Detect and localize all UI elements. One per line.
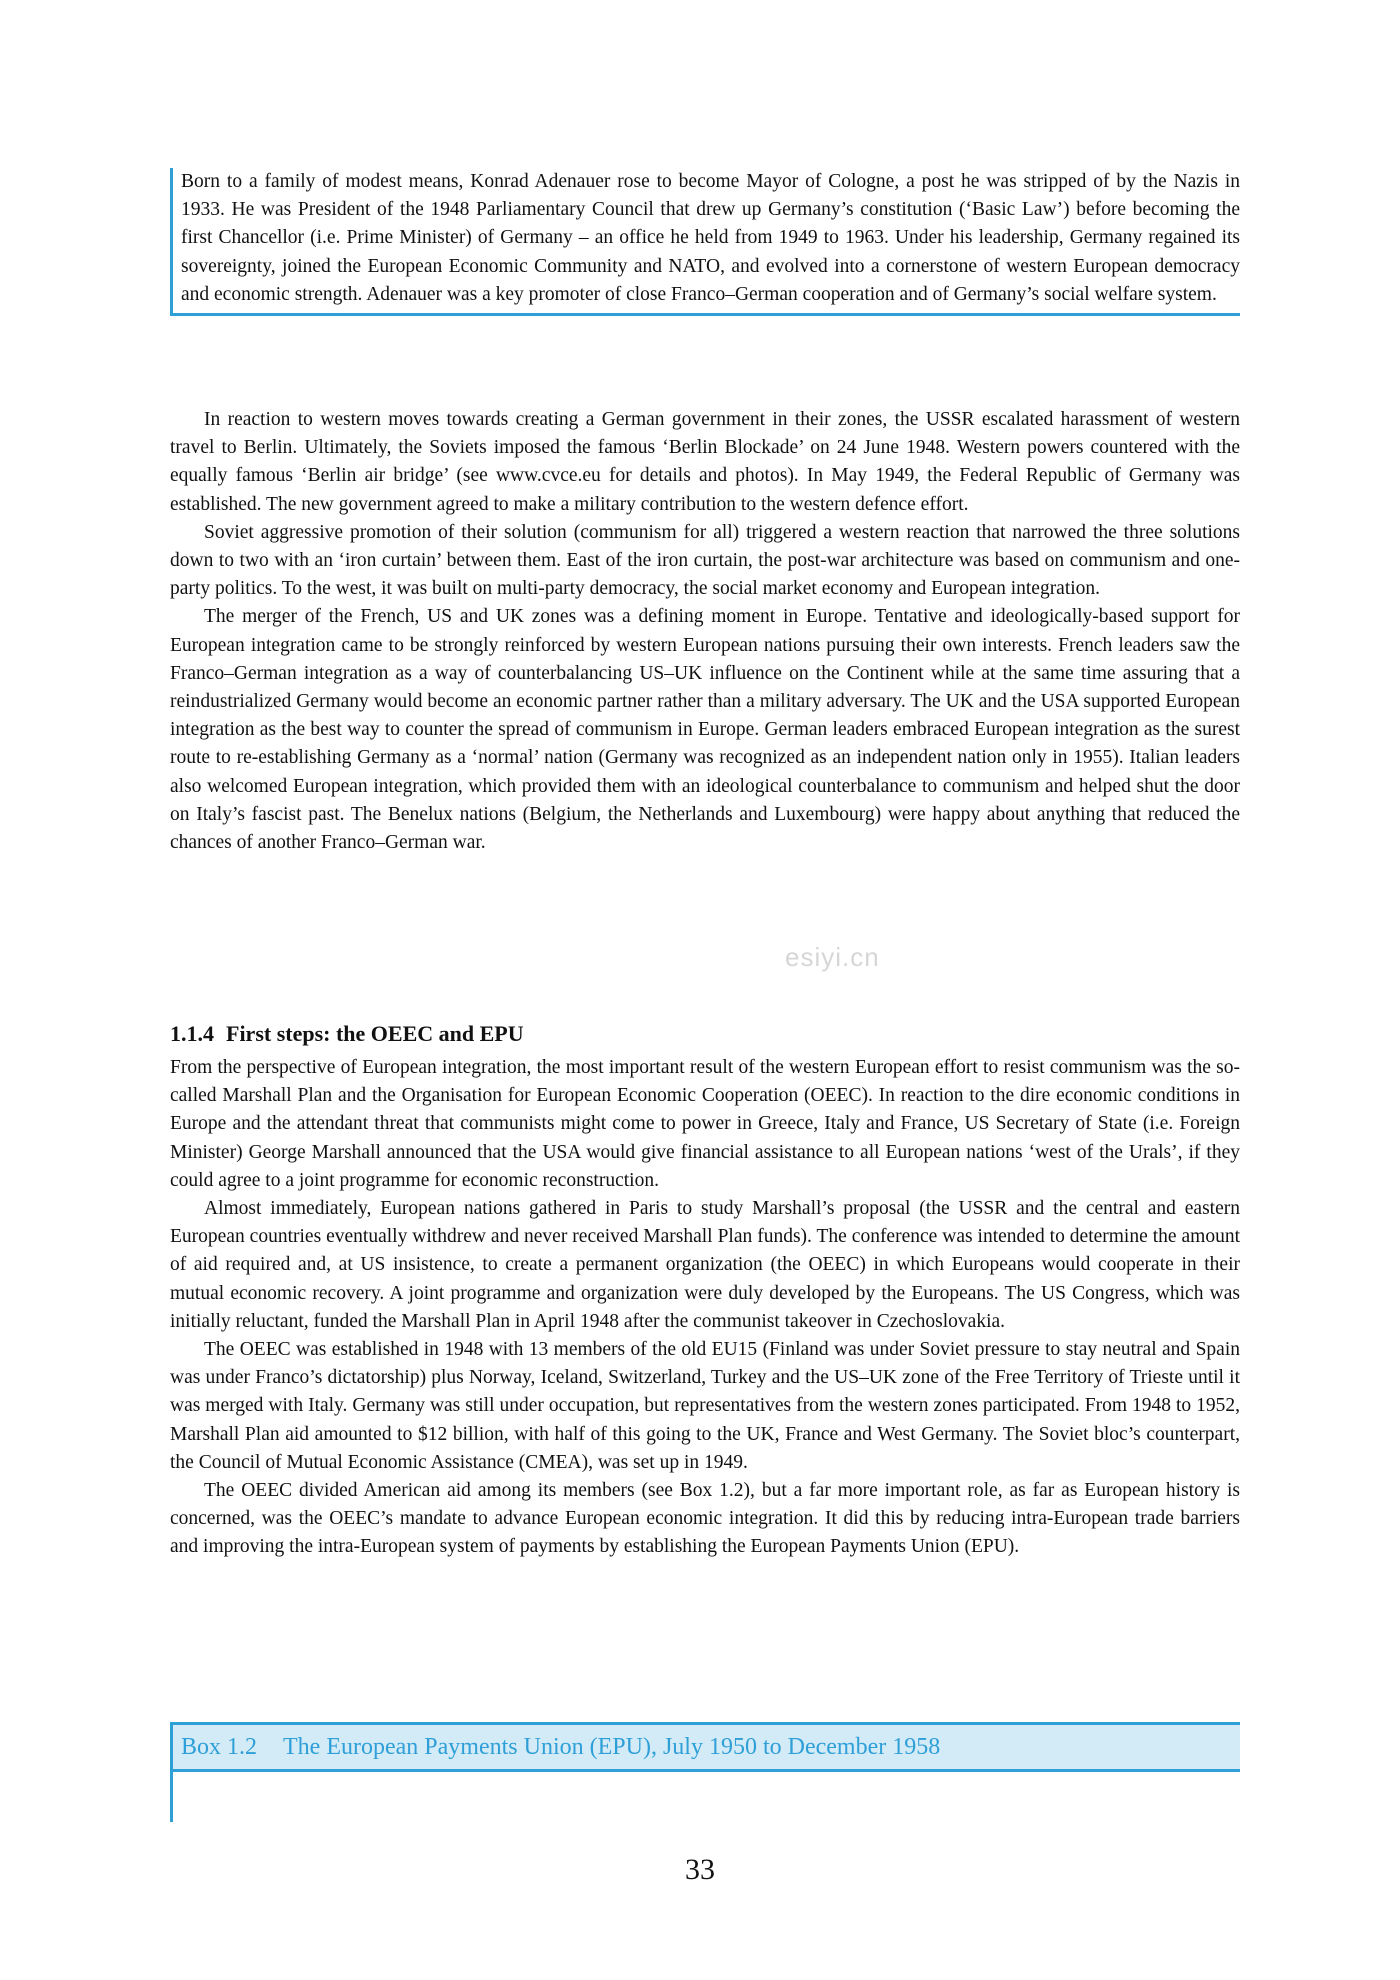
bio-box-text: Born to a family of modest means, Konrad Adenauer rose to become Mayor of Cologne, a post he was stripped of by the Nazis in 1933. He was President of the 1948 Parliamentary Council that drew up Germany’s constitution (‘Basic Law’) before becoming the first Chancellor (i.e. Prime Minister) of Germany – an office he held from 1949 to 1963. Under his leadership, Germany regained its sovereignty, joined the European Economic Community and NATO, and evolved into a cornerstone of western European democracy and economic strength. Adenauer was a key promoter of close Franco–German cooperation and of Germany’s social welfare system. bbox=[181, 171, 1240, 305]
section-number: 1.1.4 bbox=[170, 1021, 214, 1046]
box-1-2 bbox=[170, 1722, 1240, 1822]
paragraph-oeec-role: The OEEC divided American aid among its members (see Box 1.2), but a far more important role, as far as European history is concerned, was the OEEC’s mandate to advance European economic integration. It did this by reducing intra-European trade barriers and improving the intra-European system of payments by establishing the European Payments Union (EPU). bbox=[170, 1480, 1240, 1558]
paragraph-paris-conference: Almost immediately, European nations gathered in Paris to study Marshall’s proposal (the USSR and the central and eastern European countries eventually withdrew and never received Marshall Plan funds). The conference was intended to determine the amount of aid required and, at US insistence, to create a permanent organization (the OEEC) in which Europeans would cooperate in their mutual economic recovery. A joint programme and organization were duly developed by the Europeans. The US Congress, which was initially reluctant, funded the Marshall Plan in April 1948 after the communist takeover in Czechoslovakia. bbox=[170, 1198, 1240, 1332]
box-1-2-header bbox=[173, 1722, 1240, 1772]
body-text-block-2 bbox=[170, 1054, 1240, 1562]
watermark: esiyi.cn bbox=[785, 942, 880, 972]
paragraph-marshall-plan: From the perspective of European integration, the most important result of the western European effort to resist communism was the so-called Marshall Plan and the Organisation for European Economic Cooperation (OEEC). In reaction to the dire economic conditions in Europe and the attendant threat that communists might come to power in Greece, Italy and France, US Secretary of State (i.e. Foreign Minister) George Marshall announced that the USA would give financial assistance to all European nations ‘west of the Urals’, if they could agree to a joint programme for economic reconstruction. bbox=[170, 1057, 1240, 1191]
body-text-block-1 bbox=[170, 406, 1240, 857]
box-label: Box 1.2 bbox=[181, 1734, 258, 1760]
paragraph-zone-merger: The merger of the French, US and UK zones was a defining moment in Europe. Tentative and ideologically-based support for European integration came to be strongly reinforced by western European nations pursuing their own interests. French leaders saw the Franco–German integration as a way of counterbalancing US–UK influence on the Continent while at the same time assuring that a reindustrialized Germany would become an economic partner rather than a military adversary. The UK and the USA supported European integration as the best way to counter the spread of communism in Europe. German leaders embraced European integration as the surest route to re-establishing Germany as a ‘normal’ nation (Germany was recognized as an independent nation only in 1955). Italian leaders also welcomed European integration, which provided them with an ideological counterbalance to communism and helped shut the door on Italy’s fascist past. The Benelux nations (Belgium, the Netherlands and Luxembourg) were happy about anything that reduced the chances of another Franco–German war. bbox=[170, 606, 1240, 854]
page-number: 33 bbox=[685, 1853, 715, 1886]
paragraph-berlin-blockade: In reaction to western moves towards creating a German government in their zones, the USSR escalated harassment of western travel to Berlin. Ultimately, the Soviets imposed the famous ‘Berlin Blockade’ on 24 June 1948. Western powers countered with the equally famous ‘Berlin air bridge’ (see www.cvce.eu for details and photos). In May 1949, the Federal Republic of Germany was established. The new government agreed to make a military contribution to the western defence effort. bbox=[170, 409, 1240, 515]
adenauer-bio-box bbox=[170, 168, 1240, 316]
box-title: The European Payments Union (EPU), July 1950 to December 1958 bbox=[283, 1734, 941, 1760]
section-heading bbox=[170, 1020, 524, 1048]
paragraph-oeec-established: The OEEC was established in 1948 with 13 members of the old EU15 (Finland was under Soviet pressure to stay neutral and Spain was under Franco’s dictatorship) plus Norway, Iceland, Switzerland, Turkey and the US–UK zone of the Free Territory of Trieste until it was merged with Italy. Germany was still under occupation, but representatives from the western zones participated. From 1948 to 1952, Marshall Plan aid amounted to $12 billion, with half of this going to the UK, France and West Germany. The Soviet bloc’s counterpart, the Council of Mutual Economic Assistance (CMEA), was set up in 1949. bbox=[170, 1339, 1240, 1473]
section-title: First steps: the OEEC and EPU bbox=[226, 1021, 524, 1046]
paragraph-iron-curtain: Soviet aggressive promotion of their solution (communism for all) triggered a western reaction that narrowed the three solutions down to two with an ‘iron curtain’ between them. East of the iron curtain, the post-war architecture was based on communism and one-party politics. To the west, it was built on multi-party democracy, the social market economy and European integration. bbox=[170, 521, 1240, 600]
